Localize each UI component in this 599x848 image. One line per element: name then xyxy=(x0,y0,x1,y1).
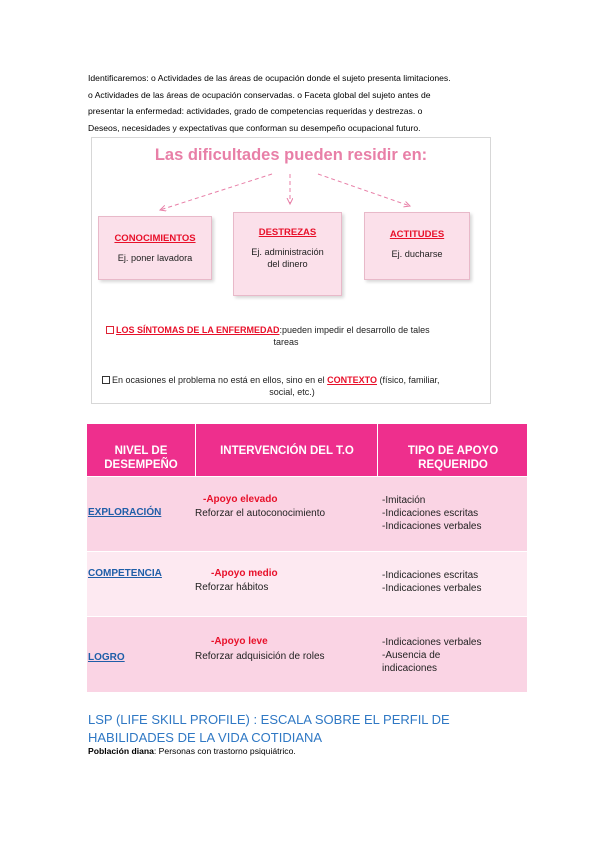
intro-line: Deseos, necesidades y expectativas que conforman su desempeño ocupacional futuro. xyxy=(88,122,421,133)
support-type: -Indicaciones escritas xyxy=(382,508,479,519)
box-desc-line: del dinero xyxy=(267,259,308,269)
support-type: -Indicaciones escritas xyxy=(382,570,479,581)
box-desc xyxy=(234,246,341,270)
table-row xyxy=(87,617,527,692)
poblacion-diana xyxy=(88,746,296,756)
note-highlight: LOS SÍNTOMAS DE LA ENFERMEDAD xyxy=(116,325,280,335)
header-nivel xyxy=(87,444,195,472)
box-actitudes xyxy=(364,212,470,280)
diagram-title: Las dificultades pueden residir en: xyxy=(154,146,428,164)
poblacion-label: Población diana xyxy=(88,746,154,756)
difficulties-diagram xyxy=(91,137,491,404)
note-text: (físico, familiar, xyxy=(376,375,440,385)
column-divider xyxy=(377,424,378,476)
intro-line: Identificaremos: o Actividades de las áreas de ocupación donde el sujeto presenta limitaciones. xyxy=(88,73,451,83)
support-type: -Indicaciones verbales xyxy=(382,583,482,594)
level-link[interactable]: COMPETENCIA xyxy=(88,568,162,579)
support-level: -Apoyo leve xyxy=(211,636,268,647)
header-text: DESEMPEÑO xyxy=(104,459,178,471)
table-row xyxy=(87,552,527,616)
level-link[interactable]: LOGRO xyxy=(88,652,125,663)
support-types xyxy=(382,494,527,533)
heading-line: HABILIDADES DE LA VIDA COTIDIANA xyxy=(88,730,323,745)
intro-paragraph xyxy=(88,70,528,136)
intervention-text: Reforzar adquisición de roles xyxy=(195,651,325,662)
box-title: DESTREZAS xyxy=(258,227,317,238)
level-link[interactable]: EXPLORACIÓN xyxy=(88,507,162,518)
header-text: NIVEL DE xyxy=(114,445,168,457)
support-level: -Apoyo medio xyxy=(211,568,278,579)
support-type: indicaciones xyxy=(382,663,438,674)
box-desc: Ej. ducharse xyxy=(391,249,443,259)
intervention-text: Reforzar el autoconocimiento xyxy=(195,508,326,519)
header-tipo xyxy=(379,444,527,472)
poblacion-text: : Personas con trastorno psiquiátrico. xyxy=(153,746,296,756)
box-desc: Ej. poner lavadora xyxy=(117,253,193,263)
header-intervencion: INTERVENCIÓN DEL T.O xyxy=(220,445,354,457)
support-type: -Indicaciones verbales xyxy=(382,637,482,648)
section-heading xyxy=(88,711,508,747)
table-row xyxy=(87,477,527,551)
intro-line: presentar la enfermedad: actividades, grado de competencias requeridas y destrezas. o xyxy=(88,106,423,116)
support-type: -Imitación xyxy=(382,495,426,506)
column-divider xyxy=(195,424,196,476)
performance-table xyxy=(87,424,527,692)
box-destrezas xyxy=(233,212,342,296)
header-text: TIPO DE APOYO xyxy=(407,445,499,457)
checkbox-icon xyxy=(102,376,110,384)
support-type: -Indicaciones verbales xyxy=(382,521,482,532)
note-context xyxy=(102,374,482,398)
support-type: -Ausencia de xyxy=(382,650,441,661)
support-types xyxy=(382,636,527,675)
support-level: -Apoyo elevado xyxy=(203,494,278,505)
box-title: CONOCIMIENTOS xyxy=(114,233,196,244)
note-highlight: CONTEXTO xyxy=(327,375,377,385)
arrow-right xyxy=(318,174,410,206)
support-types xyxy=(382,569,527,595)
intervention-text: Reforzar hábitos xyxy=(195,582,269,593)
heading-line: LSP (LIFE SKILL PROFILE) : ESCALA SOBRE EL PERFIL DE xyxy=(88,712,450,727)
note-text: :pueden impedir el desarrollo de tales xyxy=(279,325,430,335)
note-text: En ocasiones el problema no está en ellos, sino en el xyxy=(112,375,328,385)
table-header xyxy=(87,424,527,476)
note-text: tareas xyxy=(273,337,299,347)
arrow-left xyxy=(160,174,272,210)
checkbox-icon xyxy=(106,326,114,334)
header-text: REQUERIDO xyxy=(418,459,488,471)
box-conocimientos xyxy=(98,216,212,280)
intro-line: o Actividades de las áreas de ocupación conservadas. o Faceta global del sujeto antes de xyxy=(88,89,431,100)
box-desc-line: Ej. administración xyxy=(251,247,324,257)
note-text: social, etc.) xyxy=(269,387,315,397)
note-symptoms xyxy=(106,324,476,348)
box-title: ACTITUDES xyxy=(389,229,445,240)
